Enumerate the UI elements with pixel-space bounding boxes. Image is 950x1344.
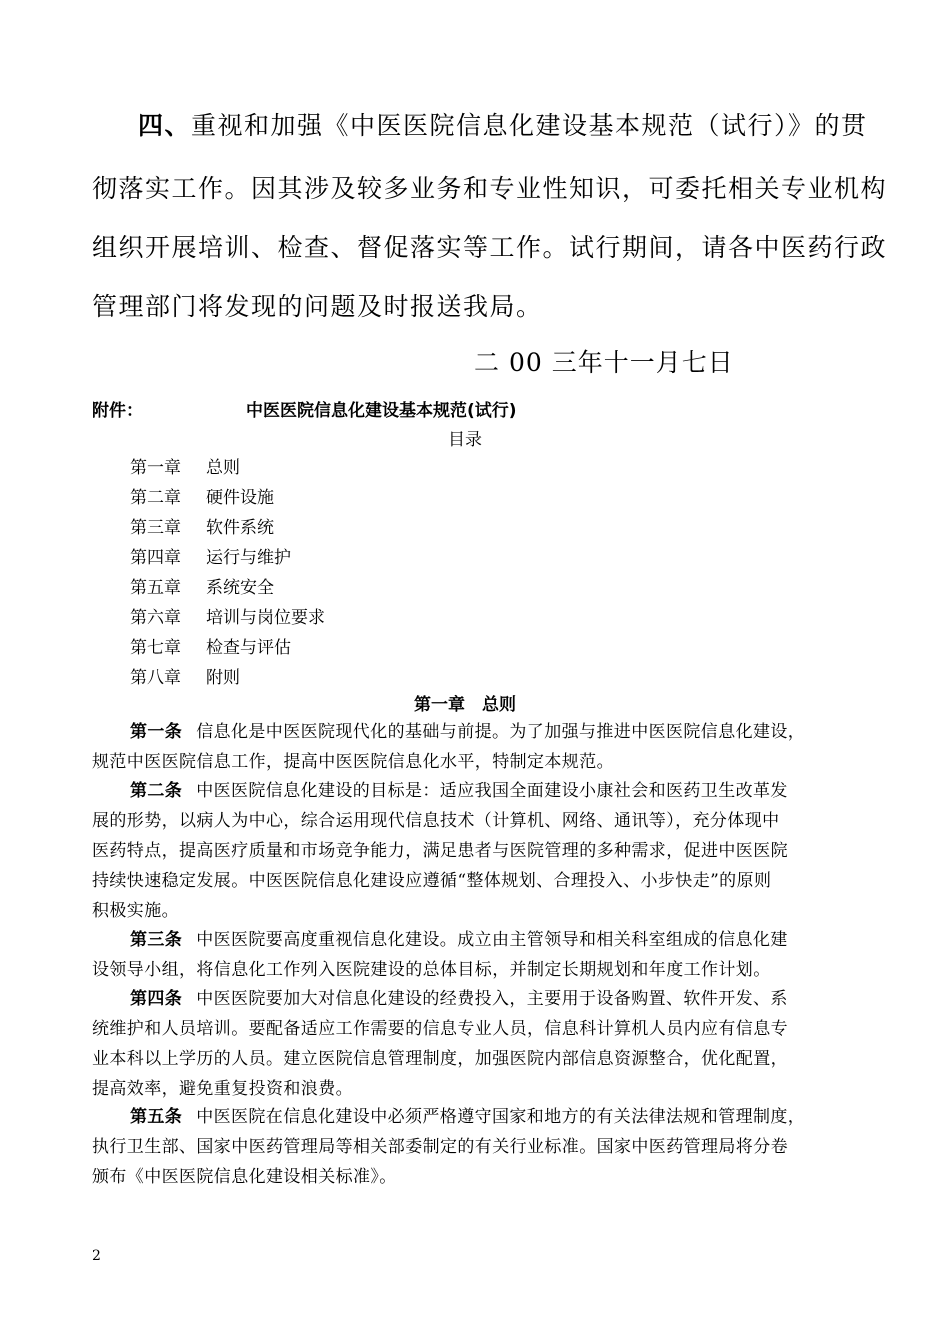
toc-item: 第六章 培训与岗位要求 xyxy=(130,608,325,628)
annex-label: 附件： xyxy=(92,401,143,421)
page-number: 2 xyxy=(92,1248,101,1264)
toc-item: 第五章 系统安全 xyxy=(130,578,274,598)
article-3: 第三条 中医医院要高度重视信息化建设。成立由主管领导和相关科室组成的信息化建 设领导小组，将信息化工作列入医院建设的总体目标，并制定长期规划和年度工作计划。 xyxy=(92,930,788,980)
article-label: 第二条 xyxy=(130,781,183,801)
intro-heading: 四、 xyxy=(138,111,192,140)
toc-item: 第四章 运行与维护 xyxy=(130,548,291,568)
toc-item: 第一章 总则 xyxy=(130,458,240,478)
article-5: 第五条 中医医院在信息化建设中必须严格遵守国家和地方的有关法律法规和管理制度， 执行卫生部、国家中医药管理局等相关部委制定的有关行业标准。国家中医药管理局将分卷 颁布《中医医院信息化建设相关标准》。 xyxy=(92,1107,806,1187)
article-4: 第四条 中医医院要加大对信息化建设的经费投入，主要用于设备购置、软件开发、系 统维护和人员培训。要配备适应工作需要的信息专业人员，信息科计算机人员内应有信息专 业本科以上学历的人员。建立医院信息管理制度，加强医院内部信息资源整合，优化配置， 提高效率，避免重复投资和浪费。 xyxy=(92,989,788,1099)
article-label: 第一条 xyxy=(130,722,183,742)
article-label: 第五条 xyxy=(130,1107,183,1127)
annex-title: 中医医院信息化建设基本规范(试行) xyxy=(246,401,517,421)
article-1: 第一条 信息化是中医医院现代化的基础与前提。为了加强与推进中医医院信息化建设， 规范中医医院信息工作，提高中医医院信息化水平，特制定本规范。 xyxy=(92,722,806,772)
chapter-title: 第一章 总则 xyxy=(414,695,516,715)
intro-line-1: 四、重视和加强《中医医院信息化建设基本规范（试行）》的贯 xyxy=(138,111,868,140)
article-2: 第二条 中医医院信息化建设的目标是：适应我国全面建设小康社会和医药卫生改革发 展的形势，以病人为中心，综合运用现代信息技术（计算机、网络、通讯等），充分体现中 医药特点，提高医疗质量和市场竞争能力，满足患者与医院管理的多种需求，促进中医医院 持续快速稳定发展。中医医院信息化建设应遵循“整体规划、合理投入、小步快走”的原则 积极实施。 xyxy=(92,781,788,921)
toc-item: 第二章 硬件设施 xyxy=(130,488,274,508)
intro-line-4: 管理部门将发现的问题及时报送我局。 xyxy=(92,292,543,321)
article-label: 第四条 xyxy=(130,989,183,1009)
toc-item: 第七章 检查与评估 xyxy=(130,638,291,658)
intro-line-2: 彻落实工作。因其涉及较多业务和专业性知识，可委托相关专业机构 xyxy=(92,174,888,203)
toc-item: 第八章 附则 xyxy=(130,668,240,688)
document-date: 二 00 三年十一月七日 xyxy=(474,348,734,377)
toc-item: 第三章 软件系统 xyxy=(130,518,274,538)
article-label: 第三条 xyxy=(130,930,183,950)
intro-line-3: 组织开展培训、检查、督促落实等工作。试行期间，请各中医药行政 xyxy=(92,233,888,262)
table-of-contents xyxy=(130,453,325,693)
toc-title: 目录 xyxy=(448,430,482,450)
